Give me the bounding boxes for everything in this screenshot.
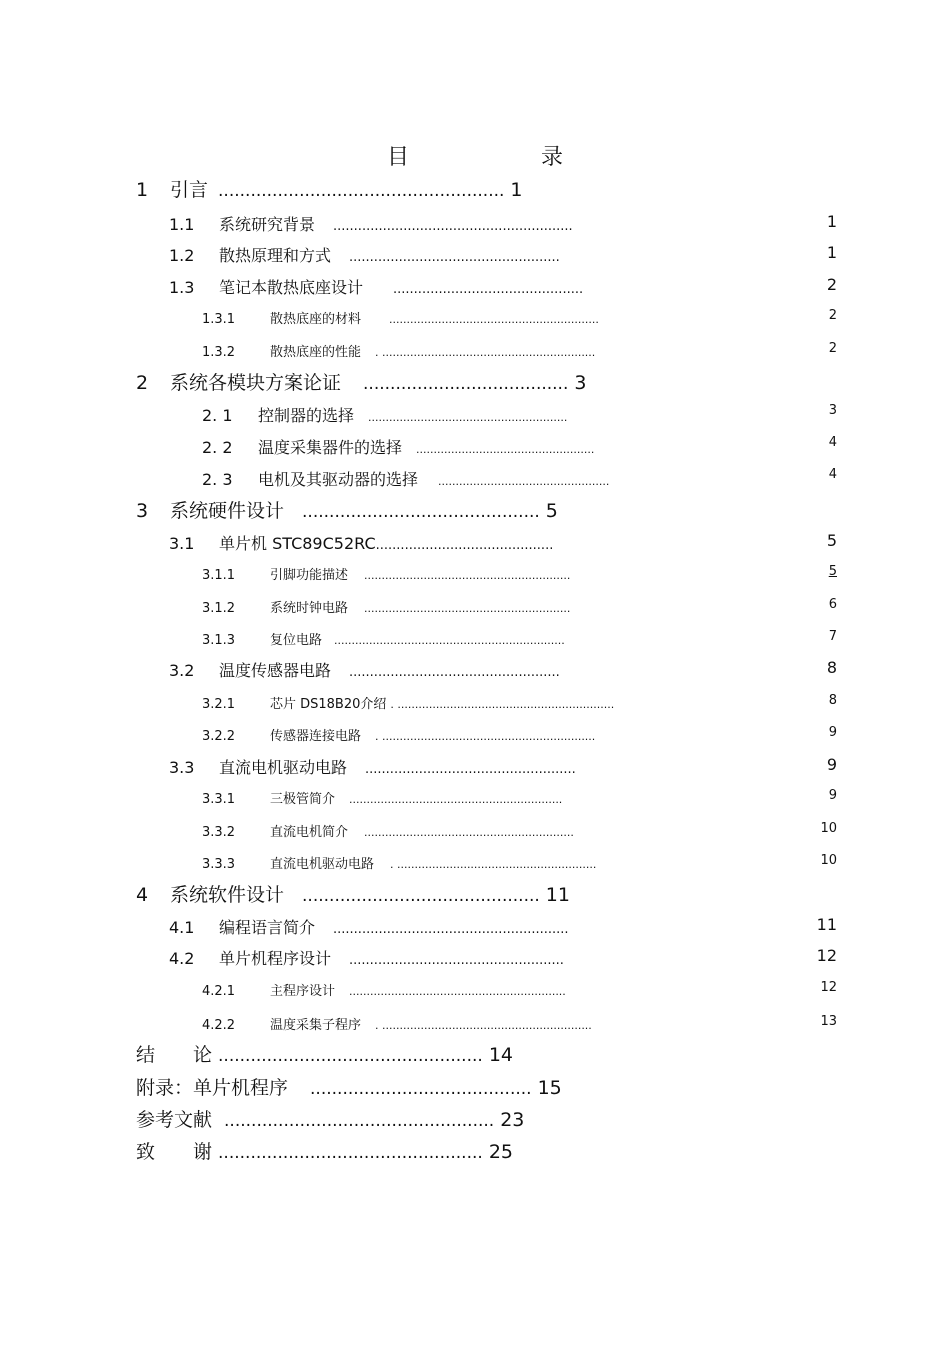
leader-dots: ..................................................... — [218, 181, 505, 201]
leader-dots: ............................................................ — [389, 313, 599, 326]
entry-text: 直流电机简介 — [270, 825, 349, 840]
entry-number: 1.2 — [169, 246, 195, 265]
entry-number: 3 — [136, 500, 149, 522]
entry-text: 系统硬件设计 — [170, 500, 285, 522]
entry-number: 3.3 — [169, 758, 195, 777]
leader-dots: . ............................................................. — [375, 730, 596, 743]
leader-dots: .............................................................. — [349, 985, 566, 998]
entry-text: 结 论 — [136, 1044, 213, 1066]
entry-text: 芯片 DS18B20介绍 — [270, 697, 387, 712]
toc-entry-appendix[interactable] — [136, 1073, 562, 1100]
entry-text: 三极管简介 — [270, 792, 336, 807]
leader-dots: . ......................................................... — [390, 858, 597, 871]
entry-page: 13 — [820, 1014, 837, 1029]
entry-page: 12 — [816, 946, 837, 965]
entry-page: 4 — [828, 467, 837, 482]
toc-entry-section[interactable] — [169, 531, 837, 554]
entry-text: 引脚功能描述 — [270, 568, 349, 583]
entry-text: 直流电机驱动电路 — [219, 758, 348, 777]
entry-text: 系统软件设计 — [170, 884, 285, 906]
entry-page: 9 — [828, 725, 837, 740]
entry-number: 3.2.2 — [202, 729, 236, 744]
entry-number: 2. 2 — [202, 438, 233, 457]
leader-dots: ............................................................. — [349, 793, 563, 806]
leader-dots: ................................................... — [349, 250, 560, 265]
entry-number: 1.3 — [169, 278, 195, 297]
toc-entry-chapter[interactable] — [136, 368, 586, 395]
entry-text: 散热底座的性能 — [270, 345, 362, 360]
entry-page: 12 — [820, 980, 837, 995]
leader-dots: .......................................................... — [333, 219, 573, 234]
entry-page: 10 — [820, 853, 837, 868]
toc-title: 目 录 — [386, 145, 618, 170]
entry-page: 8 — [828, 693, 837, 708]
entry-page: 15 — [537, 1077, 562, 1099]
entry-number: 3.3.2 — [202, 825, 236, 840]
entry-text: 电机及其驱动器的选择 — [258, 470, 419, 489]
leader-dots: ............................................................ — [364, 826, 574, 839]
entry-text: 传感器连接电路 — [270, 729, 362, 744]
entry-text: 编程语言简介 — [219, 918, 316, 937]
toc-entry-section[interactable] — [202, 403, 837, 426]
toc-entry-subsection[interactable] — [202, 629, 837, 648]
toc-entry-subsection[interactable] — [202, 1014, 837, 1033]
entry-page: 11 — [545, 884, 570, 906]
entry-page: 8 — [826, 658, 837, 677]
toc-entry-chapter[interactable] — [136, 880, 570, 907]
entry-number: 4.2.2 — [202, 1018, 236, 1033]
entry-text: 复位电路 — [270, 633, 323, 648]
entry-number: 3.1.2 — [202, 601, 236, 616]
toc-entry-section[interactable] — [169, 275, 837, 298]
entry-text: 系统研究背景 — [219, 215, 316, 234]
entry-page: 5 — [826, 531, 837, 550]
entry-page: 9 — [828, 788, 837, 803]
toc-entry-section[interactable] — [169, 658, 837, 681]
toc-entry-references[interactable] — [136, 1105, 524, 1132]
entry-text: 主程序设计 — [270, 984, 336, 999]
toc-entry-section[interactable] — [202, 467, 837, 490]
leader-dots: ............................................ — [302, 502, 540, 522]
entry-number: 4.2.1 — [202, 984, 236, 999]
entry-number: 2. 1 — [202, 406, 233, 425]
entry-page: 4 — [828, 435, 837, 450]
entry-text: 控制器的选择 — [258, 406, 355, 425]
leader-dots: ................................................... — [365, 762, 576, 777]
entry-page: 1 — [826, 243, 837, 262]
toc-entry-subsection[interactable] — [202, 980, 837, 999]
toc-entry-section[interactable] — [169, 755, 837, 778]
entry-number: 4.2 — [169, 949, 195, 968]
entry-page: 6 — [828, 597, 837, 612]
toc-entry-section[interactable] — [169, 212, 837, 235]
leader-dots: ........................................... — [375, 538, 554, 553]
entry-number: 3.1 — [169, 534, 195, 553]
toc-entry-subsection[interactable] — [202, 341, 837, 360]
toc-entry-subsection[interactable] — [202, 821, 837, 840]
entry-text: 直流电机驱动电路 — [270, 857, 375, 872]
entry-page: 2 — [828, 308, 837, 323]
entry-number: 3.1.3 — [202, 633, 236, 648]
entry-page: 23 — [500, 1109, 525, 1131]
entry-number: 1.3.2 — [202, 345, 236, 360]
entry-page: 9 — [826, 755, 837, 774]
leader-dots: .................................................... — [349, 953, 564, 968]
entry-number: 1.1 — [169, 215, 195, 234]
entry-text: 引言 — [170, 179, 209, 201]
entry-page: 5 — [545, 500, 558, 522]
entry-page: 10 — [820, 821, 837, 836]
entry-number: 2. 3 — [202, 470, 233, 489]
toc-entry-section[interactable] — [169, 915, 837, 938]
leader-dots: .................................................. — [224, 1111, 495, 1131]
entry-page: 25 — [488, 1141, 513, 1163]
entry-number: 3.2.1 — [202, 697, 236, 712]
leader-dots: .................................................................. — [334, 634, 565, 647]
toc-entry-subsection[interactable] — [202, 788, 837, 807]
leader-dots: ............................................ — [302, 886, 540, 906]
entry-text: 笔记本散热底座设计 — [219, 278, 364, 297]
entry-number: 3.3.3 — [202, 857, 236, 872]
leader-dots: ...................................... — [363, 374, 569, 394]
toc-entry-section[interactable] — [169, 946, 837, 969]
entry-text: 系统时钟电路 — [270, 601, 349, 616]
entry-page: 7 — [828, 629, 837, 644]
leader-dots: ........................................................... — [364, 569, 571, 582]
entry-page: 14 — [488, 1044, 513, 1066]
leader-dots: ................................................. — [218, 1143, 483, 1163]
toc-entry-conclusion[interactable] — [136, 1040, 513, 1067]
leader-dots: ......................................... — [310, 1079, 532, 1099]
leader-dots: ................................................. — [218, 1046, 483, 1066]
leader-dots: ......................................................... — [368, 411, 568, 424]
entry-page: 1 — [826, 212, 837, 231]
entry-page: 3 — [574, 372, 587, 394]
entry-number: 1 — [136, 179, 149, 201]
leader-dots: . ............................................................ — [375, 1019, 592, 1032]
entry-number: 4.1 — [169, 918, 195, 937]
entry-text: 散热底座的材料 — [270, 312, 362, 327]
entry-number: 3.1.1 — [202, 568, 236, 583]
toc-entry-section[interactable] — [169, 243, 837, 266]
entry-page: 5 — [828, 564, 837, 579]
leader-dots: . .............................................................. — [390, 698, 615, 711]
entry-number: 1.3.1 — [202, 312, 236, 327]
toc-entry-subsection[interactable] — [202, 725, 837, 744]
leader-dots: ................................................. — [438, 475, 610, 488]
entry-text: 单片机程序设计 — [219, 949, 332, 968]
leader-dots: ........................................................... — [364, 602, 571, 615]
leader-dots: ......................................................... — [333, 922, 569, 937]
entry-text: 致 谢 — [136, 1141, 213, 1163]
entry-page: 2 — [826, 275, 837, 294]
entry-text: 温度采集器件的选择 — [258, 438, 403, 457]
entry-number: 3.2 — [169, 661, 195, 680]
toc-entry-subsection[interactable] — [202, 308, 837, 327]
leader-dots: .............................................. — [393, 282, 584, 297]
entry-page: 2 — [828, 341, 837, 356]
toc-entry-chapter[interactable] — [136, 496, 558, 523]
toc-entry-subsection[interactable] — [202, 564, 837, 583]
entry-number: 4 — [136, 884, 149, 906]
toc-entry-section[interactable] — [202, 435, 837, 458]
entry-text: 温度传感器电路 — [219, 661, 332, 680]
toc-entry-subsection[interactable] — [202, 597, 837, 616]
toc-entry-subsection[interactable] — [202, 693, 837, 712]
entry-text: 参考文献 — [136, 1109, 213, 1131]
entry-number: 3.3.1 — [202, 792, 236, 807]
entry-number: 2 — [136, 372, 149, 394]
entry-page: 3 — [828, 403, 837, 418]
entry-text: 附录：单片机程序 — [136, 1077, 289, 1099]
leader-dots: ................................................... — [349, 665, 560, 680]
toc-entry-acknowledgements[interactable] — [136, 1137, 513, 1164]
entry-text: 系统各模块方案论证 — [170, 372, 342, 394]
entry-page: 1 — [510, 179, 523, 201]
leader-dots: ................................................... — [416, 443, 595, 456]
toc-entry-chapter[interactable] — [136, 175, 523, 202]
entry-text: 温度采集子程序 — [270, 1018, 362, 1033]
leader-dots: . ............................................................. — [375, 346, 596, 359]
entry-page: 11 — [816, 915, 837, 934]
entry-text: 散热原理和方式 — [219, 246, 332, 265]
entry-text: 单片机 STC89C52RC — [219, 534, 376, 553]
toc-entry-subsection[interactable] — [202, 853, 837, 872]
